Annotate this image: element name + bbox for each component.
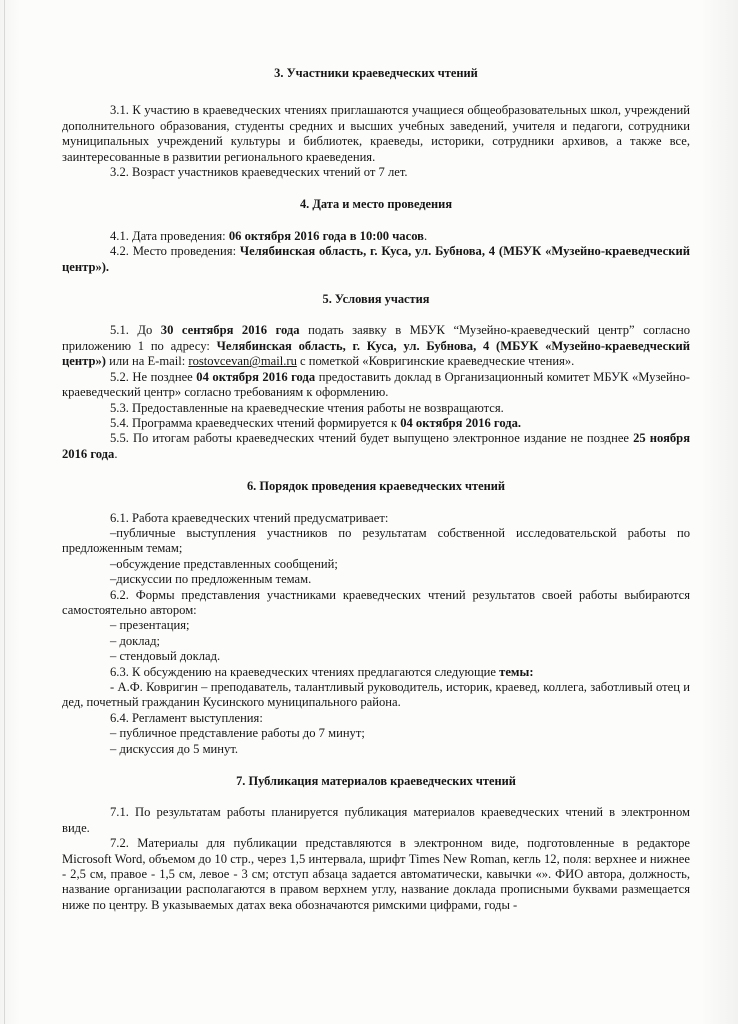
text: 5.5. По итогам работы краеведческих чтений будет выпущено электронное издание не позднее bbox=[110, 431, 634, 446]
paragraph-6-2: 6.2. Формы представления участниками краеведческих чтений результатов своей работы выбираются самостоятельно автором: bbox=[62, 587, 690, 617]
section-4-title: 4. Дата и место проведения bbox=[299, 197, 453, 212]
list-item: –дискуссии по предложенным темам. bbox=[110, 572, 312, 587]
text: подать заявку в МБУК “Музейно-краеведческий центр” согласно приложению 1 по адресу: bbox=[62, 323, 690, 353]
paragraph-7-1: 7.1. По результатам работы планируется публикация материалов краеведческих чтений в электронном виде. bbox=[62, 805, 690, 835]
list-item: – публичное представление работы до 7 минут; bbox=[110, 726, 365, 741]
report-deadline: 04 октября 2016 года bbox=[196, 369, 316, 384]
paragraph-5-3: 5.3. Предоставленные на краеведческие чтения работы не возвращаются. bbox=[110, 400, 504, 415]
list-item: –обсуждение представленных сообщений; bbox=[110, 556, 338, 571]
text: или на E-mail: bbox=[105, 354, 189, 369]
text: предоставить доклад в Организационный комитет МБУК «Музейно-краеведческий центр» согласно требованиям к оформлению. bbox=[62, 369, 690, 400]
program-date: 04 октября 2016 года. bbox=[400, 415, 522, 430]
paragraph-7-2: 7.2. Материалы для публикации представляются в электронном виде, подготовленные в редакторе Microsoft Word, объемом до 10 стр., через 1,5 интервала, шрифт Times New Roman, кегль 12, поля: верхнее и нижнее - 2,5 см, правое - 1,5 см, левое - 3 см; отступ абзаца задается автоматически, кавычки «». ФИО автора, должность, название организации располагаются в правом верхнем углу, название доклада прописными буквами размещается ниже по центру. В указываемых датах века обозначаются римскими цифрами, годы - bbox=[62, 836, 690, 912]
email-link[interactable]: rostovcevan@mail.ru bbox=[188, 354, 297, 369]
text: 6.3. К обсуждению на краеведческих чтениях предлагаются следующие bbox=[110, 664, 500, 679]
list-item: – презентация; bbox=[110, 618, 190, 633]
list-item: –публичные выступления участников по результатам собственной исследовательской работы по предложенным темам; bbox=[62, 525, 690, 556]
event-place: Челябинская область, г. Куса, ул. Бубнова, 4 (МБУК «Музейно-краеведческий центр»). bbox=[62, 244, 690, 274]
text: с пометкой «Ковригинские краеведческие чтения». bbox=[296, 354, 575, 369]
paragraph-6-4: 6.4. Регламент выступления: bbox=[110, 710, 263, 725]
paragraph-5-2 bbox=[62, 370, 690, 401]
publication-date: 25 ноября 2016 года bbox=[62, 431, 691, 461]
list-item: - А.Ф. Ковригин – преподаватель, талантливый руководитель, историк, краевед, коллега, заботливый отец и дед, почетный гражданин Кусинского муниципального района. bbox=[62, 680, 690, 710]
text: 5.1. До bbox=[110, 323, 161, 338]
date-label: 4.1. Дата проведения: bbox=[110, 228, 229, 243]
list-item: – дискуссия до 5 минут. bbox=[110, 741, 239, 756]
paragraph-3-1: 3.1. К участию в краеведческих чтениях приглашаются учащиеся общеобразовательных школ, учреждений дополнительного образования, студенты средних и высших учебных заведений, учителя и педагоги, сотрудники муниципальных учреждений культуры и библиотек, краеведы, историки, сотрудники архивов, а также все, заинтересованные в развитии регионального краеведения. bbox=[62, 103, 690, 164]
paragraph-4-1 bbox=[62, 229, 690, 244]
list-item: – доклад; bbox=[110, 633, 161, 648]
paragraph-6-3 bbox=[62, 665, 690, 680]
place-label: 4.2. Место проведения: bbox=[110, 244, 240, 259]
text: 5.2. Не позднее bbox=[110, 369, 197, 384]
topics-label: темы: bbox=[499, 664, 534, 679]
paragraph-6-1: 6.1. Работа краеведческих чтений предусматривает: bbox=[110, 510, 389, 525]
address: Челябинская область, г. Куса, ул. Бубнова, 4 (МБУК «Музейно-краеведческий центр») bbox=[62, 338, 690, 369]
paragraph-5-5 bbox=[62, 431, 690, 462]
text: 5.4. Программа краеведческих чтений формируется к bbox=[110, 415, 401, 430]
document-body bbox=[62, 58, 690, 913]
paragraph-3-2: 3.2. Возраст участников краеведческих чтений от 7 лет. bbox=[110, 165, 408, 180]
list-item: – стендовый доклад. bbox=[110, 649, 221, 664]
paragraph-5-4 bbox=[62, 416, 690, 431]
section-7-title: 7. Публикация материалов краеведческих чтений bbox=[236, 774, 516, 789]
paragraph-5-1 bbox=[62, 323, 690, 369]
page-edge bbox=[4, 0, 5, 1024]
paragraph-4-2 bbox=[62, 244, 690, 275]
punct: . bbox=[114, 446, 118, 461]
deadline-date: 30 сентября 2016 года bbox=[160, 323, 300, 338]
punct: . bbox=[423, 228, 428, 243]
section-3-title: 3. Участники краеведческих чтений bbox=[274, 66, 478, 80]
event-date: 06 октября 2016 года в 10:00 часов bbox=[228, 228, 424, 243]
section-5-title: 5. Условия участия bbox=[322, 292, 430, 307]
section-6-title: 6. Порядок проведения краеведческих чтений bbox=[246, 479, 506, 494]
